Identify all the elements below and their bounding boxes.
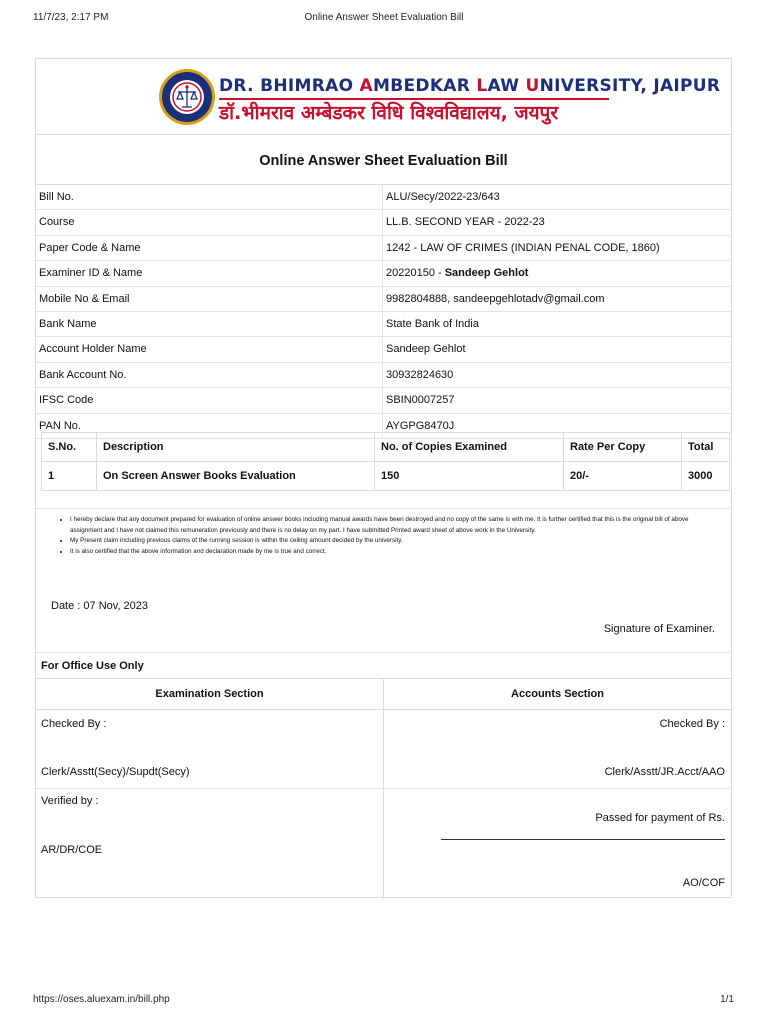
payment-passed-role: AO/COF (682, 877, 725, 889)
accounts-section-title: Accounts Section (384, 679, 731, 710)
column-header: S.No. (42, 433, 97, 462)
accounts-section (384, 679, 731, 899)
info-row-bill-no: Bill No. ALU/Secy/2022-23/643 (36, 185, 731, 210)
print-header (0, 12, 768, 26)
print-datetime: 11/7/23, 2:17 PM (33, 12, 109, 23)
exam-verified-role: AR/DR/COE (41, 844, 103, 856)
exam-verified-cell (36, 789, 383, 899)
info-row-account-no: Bank Account No. 30932824630 (36, 363, 731, 388)
examiner-signature-label: Signature of Examiner. (603, 623, 715, 635)
column-header: Rate Per Copy (564, 433, 682, 462)
declaration-list (36, 515, 731, 557)
declaration-section (36, 508, 731, 589)
column-header: No. of Copies Examined (375, 433, 564, 462)
evaluation-items-table (41, 432, 730, 491)
examiner-name: Sandeep Gehlot (444, 267, 529, 280)
university-name-english: DR. BHIMRAO AMBEDKAR LAW UNIVERSITY, JAIPUR (219, 76, 721, 96)
table-cell: 150 (375, 462, 564, 491)
info-row-paper: Paper Code & Name 1242 - LAW OF CRIMES (INDIAN PENAL CODE, 1860) (36, 236, 731, 261)
print-url: https://oses.aluexam.in/bill.php (33, 994, 170, 1005)
table-cell: On Screen Answer Books Evaluation (97, 462, 375, 491)
info-row-course: Course LL.B. SECOND YEAR - 2022-23 (36, 210, 731, 235)
table-cell: 3000 (682, 462, 730, 491)
university-header (36, 59, 731, 135)
column-header: Total (682, 433, 730, 462)
accounts-checked-cell (384, 710, 731, 789)
list-item: • It is also certified that the above information and declaration made by me is true and correct. (70, 547, 731, 558)
table-cell: 20/- (564, 462, 682, 491)
payment-amount-line (441, 839, 725, 840)
payment-passed-label: Passed for payment of Rs. (595, 812, 725, 824)
examination-section (36, 679, 384, 899)
exam-checked-role: Clerk/Asstt(Secy)/Supdt(Secy) (41, 766, 190, 778)
bill-info-table (36, 185, 731, 439)
print-footer (0, 994, 768, 1008)
column-header: Description (97, 433, 375, 462)
table-cell: 1 (42, 462, 97, 491)
office-use-heading: For Office Use Only (36, 652, 731, 678)
university-name-hindi: डॉ.भीमराव अम्बेडकर विधि विश्वविद्यालय, जयपुर (219, 102, 559, 124)
exam-checked-by: Checked By : (41, 718, 107, 730)
info-row-bank-name: Bank Name State Bank of India (36, 312, 731, 337)
print-title: Online Answer Sheet Evaluation Bill (304, 12, 464, 23)
bill-sheet (35, 58, 732, 898)
examination-section-title: Examination Section (36, 679, 383, 710)
info-row-account-holder: Account Holder Name Sandeep Gehlot (36, 337, 731, 362)
exam-checked-cell (36, 710, 383, 789)
list-item: • I hereby declare that any document prepared for evaluation of online answer books including manual awards have been destroyed and no copy of the same is with me. It is further certified that this is the original bill of above assignment and I have not claimed this remuneration previously and there is no delay on my part. I have submitted Printed award sheet of above work in the University. (70, 515, 731, 536)
table-row (42, 462, 730, 491)
office-use-table (36, 678, 731, 899)
exam-verified-by: Verified by : (41, 795, 99, 807)
accounts-checked-role: Clerk/Asstt/JR.Acct/AAO (604, 766, 725, 778)
bill-date: Date : 07 Nov, 2023 (51, 600, 149, 612)
table-header-row (42, 433, 730, 462)
bill-title: Online Answer Sheet Evaluation Bill (36, 134, 731, 185)
accounts-checked-by: Checked By : (659, 718, 725, 730)
info-row-examiner: Examiner ID & Name 20220150 - Sandeep Gehlot (36, 261, 731, 286)
print-page-number: 1/1 (720, 994, 734, 1005)
accounts-payment-cell (384, 789, 731, 899)
info-row-ifsc: IFSC Code SBIN0007257 (36, 388, 731, 413)
info-row-pan: PAN No. AYGPG8470J (36, 414, 731, 439)
info-row-contact: Mobile No & Email 9982804888, sandeepgehlotadv@gmail.com (36, 287, 731, 312)
list-item: • My Present claim including previous claims of the running session is within the ceiling amount decided by the university. (70, 536, 731, 547)
university-seal-icon (158, 68, 216, 126)
